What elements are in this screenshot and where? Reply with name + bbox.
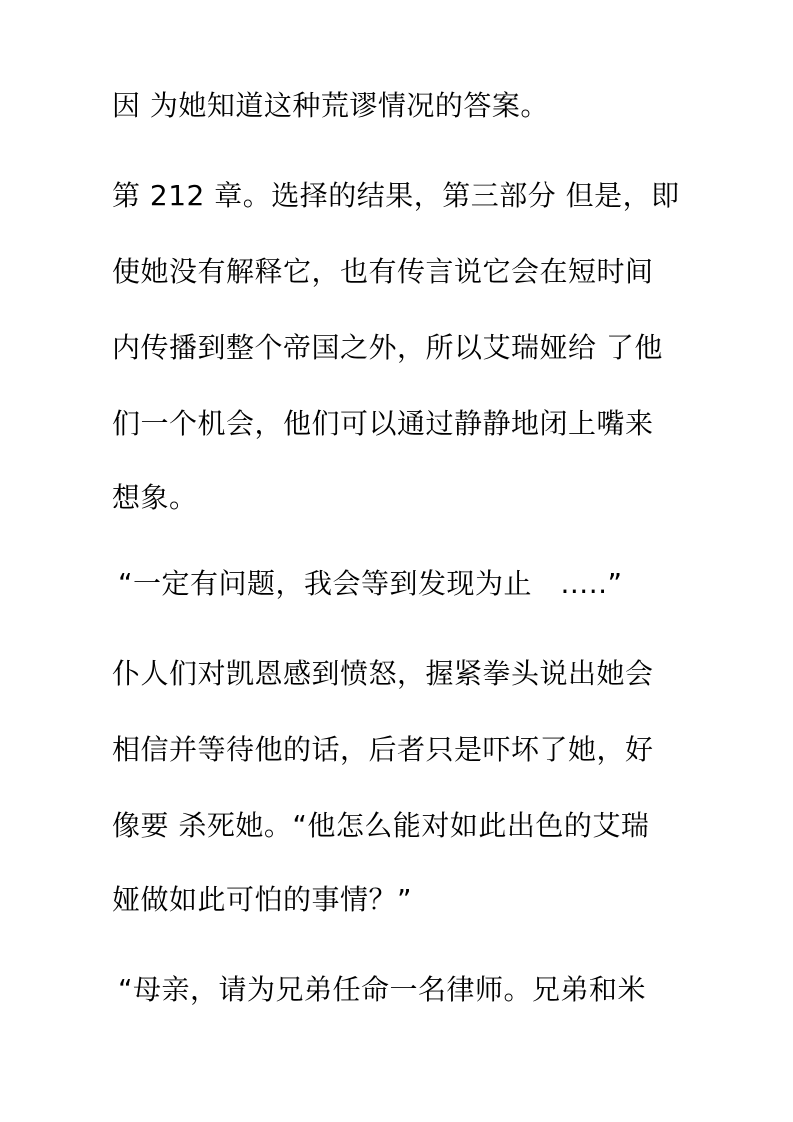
text-line-7: “一定有问题，我会等到发现为止 .....” — [118, 567, 623, 600]
text-line-6: 想象。 — [112, 481, 198, 514]
text-line-1: 因 为她知道这种荒谬情况的答案。 — [112, 89, 549, 122]
text-line-5: 们一个机会，他们可以通过静静地闭上嘴来 — [112, 407, 654, 440]
text-line-12: “母亲，请为兄弟任命一名律师。兄弟和米 — [118, 973, 647, 1006]
text-line-8: 仆人们对凯恩感到愤怒，握紧拳头说出她会 — [112, 657, 654, 690]
text-line-2: 第 212 章。选择的结果，第三部分 但是，即 — [112, 179, 680, 212]
text-line-3: 使她没有解释它，也有传言说它会在短时间 — [112, 255, 654, 288]
text-line-4: 内传播到整个帝国之外，所以艾瑞娅给 了他 — [112, 331, 663, 364]
text-line-9: 相信并等待他的话，后者只是吓坏了她，好 — [112, 733, 654, 766]
text-line-10: 像要 杀死她。“他怎么能对如此出色的艾瑞 — [112, 809, 650, 842]
text-line-11: 娅做如此可怕的事情？” — [112, 883, 413, 916]
